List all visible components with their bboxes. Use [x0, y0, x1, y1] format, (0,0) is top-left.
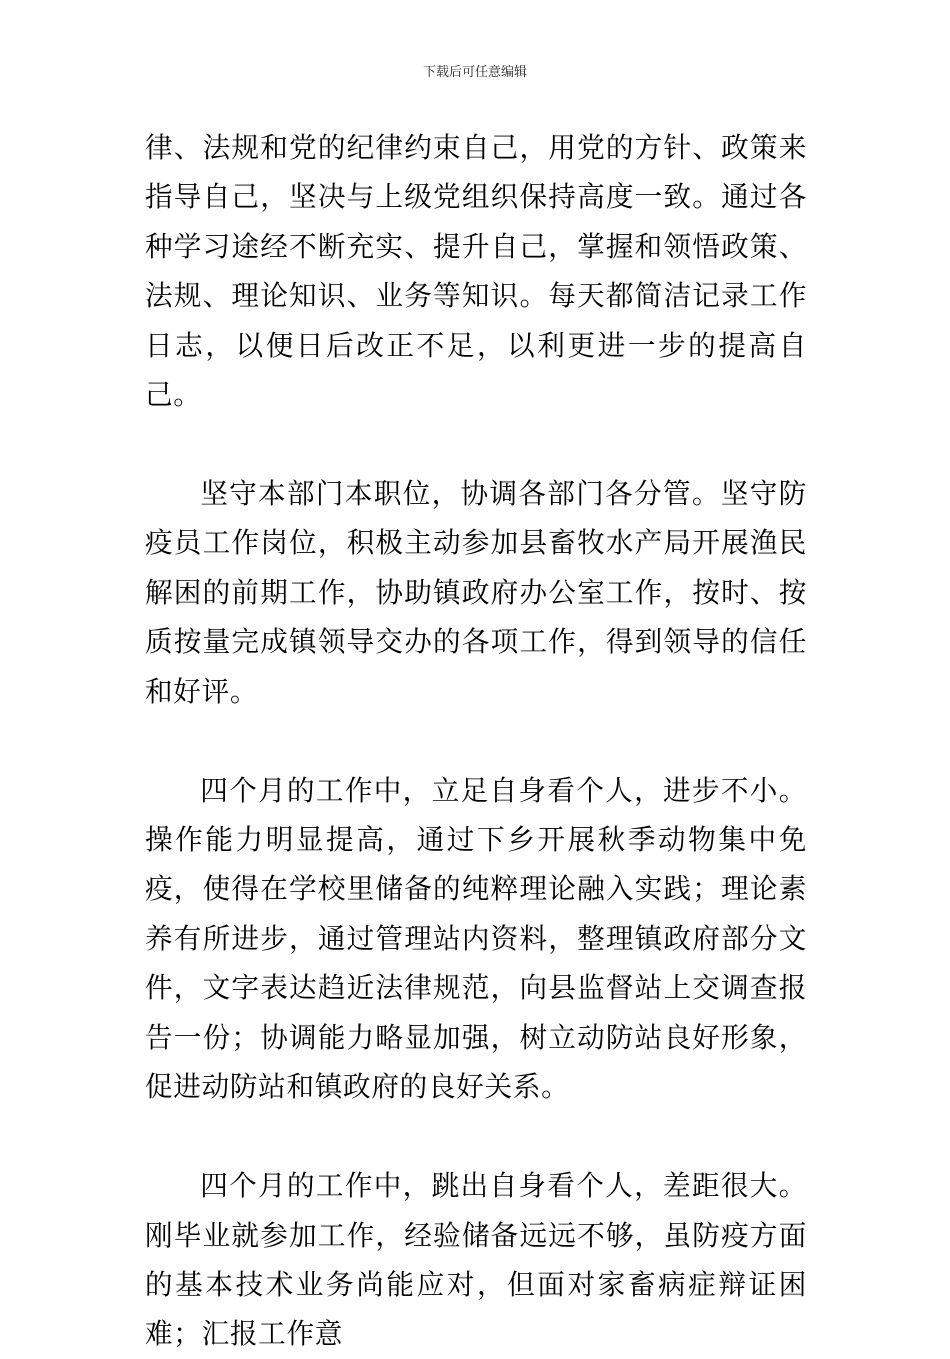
page-header: 下载后可任意编辑	[422, 65, 527, 80]
paragraph-continuation: 律、法规和党的纪律约束自己，用党的方针、政策来指导自己，坚决与上级党组织保持高度一致。通过各种学习途经不断充实、提升自己，掌握和领悟政策、法规、理论知识、业务等知识。每天都简洁记录工作日志，以便日后改正不足，以利更进一步的提高自己。	[145, 131, 807, 412]
paragraph-progress: 四个月的工作中，立足自身看个人，进步不小。操作能力明显提高，通过下乡开展秋季动物集中免疫，使得在学校里储备的纯粹理论融入实践；理论素养有所进步，通过管理站内资料，整理镇政府部分文件，文字表达趋近法律规范，向县监督站上交调查报告一份；协调能力略显加强，树立动防站良好形象，促进动防站和镇政府的良好关系。	[145, 773, 807, 1104]
paragraph-gap: 四个月的工作中，跳出自身看个人，差距很大。刚毕业就参加工作，经验储备远远不够，虽防疫方面的基本技术业务尚能应对，但面对家畜病症辩证困难；汇报工作意	[145, 1169, 807, 1351]
document-body	[145, 123, 807, 1359]
paragraph-duty: 坚守本部门本职位，协调各部门各分管。坚守防疫员工作岗位，积极主动参加县畜牧水产局开展渔民解困的前期工作，协助镇政府办公室工作，按时、按质按量完成镇领导交办的各项工作，得到领导的信任和好评。	[145, 477, 807, 708]
